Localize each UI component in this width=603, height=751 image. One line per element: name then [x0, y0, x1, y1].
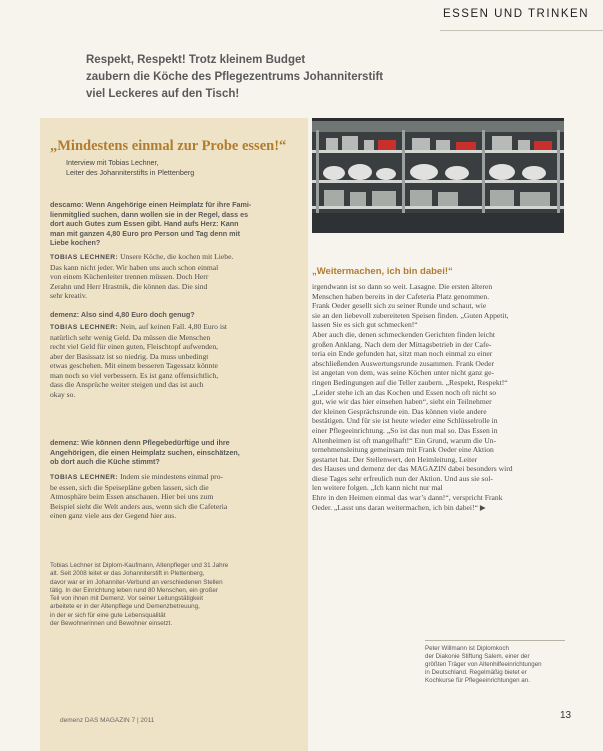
right-column-title: „Weitermachen, ich bin dabei!“ — [312, 266, 453, 277]
kitchen-shelf-photo — [312, 118, 564, 233]
body-line: abschließenden Auswertungsrunde zusammen. Frank Oeder — [312, 358, 494, 368]
bio-line: arbeitete er in der Altenpflege und Demenzbetreuung, — [50, 603, 200, 611]
right-column-body — [312, 282, 562, 512]
section-label: ESSEN UND TRINKEN — [442, 8, 589, 20]
caption-rule — [425, 640, 565, 641]
question-line: man mit ganzen 4,80 Euro pro Person und Tag denn mit — [50, 228, 240, 238]
body-line: großen Anklang. Nach dem der Mittagsbetrieb in der Cafe- — [312, 339, 492, 349]
question-line: lienmitglied suchen, dann wollen sie in der Regel, dass es — [50, 209, 249, 219]
body-line: der kleinen Gesprächsrunde ein. Das können viele andere — [312, 406, 487, 416]
body-line: Ehre in den Heimen einmal das war’s dann!“, verspricht Frank — [312, 493, 503, 503]
body-line: bestätigen. Und für sie ist heute wieder eine Schlüsselrolle in — [312, 416, 498, 426]
body-line: lassen Sie es sich gut schmecken!“ — [312, 320, 418, 330]
bio-note — [50, 562, 305, 628]
body-line: gestartet hat. Der Stellenwert, den Heimleitung, Leiter — [312, 454, 478, 464]
body-line: Menschen haben bereits in der Cafeteria Platz genommen. — [312, 291, 490, 301]
answer-2 — [50, 322, 300, 399]
body-line: len weitere folgen. „Ich kann nicht nur mal — [312, 483, 443, 493]
body-line: Aber auch die, denen schmeckenden Gerichten finden leicht — [312, 329, 496, 339]
question-line: Angehörigen, die einen Heimplatz suchen, einschätzen, — [50, 447, 240, 457]
body-line: ternehmensleitung gemeinsam mit Frank Oeder eine Aktion — [312, 445, 494, 455]
answer-line: natürlich sehr wenig Geld. Da müssen die Menschen — [50, 332, 211, 342]
answer-line: Zerahn und Herr Hrastnik, die können das. Die sind — [50, 281, 208, 291]
answer-line: Beispiel sieht die Welt anders aus, wenn sich die Cafeteria — [50, 501, 228, 511]
caption-line: der Diakonie Stiftung Salem, einer der — [425, 653, 530, 660]
body-line: ringen Bedingungen auf die Teller zaubern. „Respekt, Respekt!“ — [312, 377, 508, 387]
bio-line: Tobias Lechner ist Diplom-Kaufmann, Altenpfleger und 31 Jahre — [50, 562, 229, 569]
bio-line: Teil von ihnen mit Demenz. Vor seiner Leitungstätigkeit — [50, 595, 203, 603]
answer-line: einen ganz viele aus der Gegend hier aus. — [50, 511, 177, 520]
page-number: 13 — [560, 710, 572, 721]
body-line: einer Pflegeeinrichtung. „So ist das nun mal so. Das Essen in — [312, 425, 498, 435]
question-3 — [50, 438, 300, 467]
body-line: sie an den liebevoll zubereiteten Speisen finden. „Guten Appetit, — [312, 310, 509, 320]
answer-line: be essen, sich die Speisepläne geben lassen, sich die — [50, 482, 209, 492]
body-line: „Leider stehe ich an das Kochen und Essen noch oft nicht so — [312, 387, 497, 397]
body-line: gut, wie wir das hier einsehen haben“, sieht ein Teilnehmer — [312, 397, 492, 407]
footer-publication: demenz DAS MAGAZIN 7 | 2011 — [60, 717, 155, 724]
question-line: ob dort auch die Küche stimmt? — [50, 457, 160, 466]
lead-line: zaubern die Köche des Pflegezentrums Johanniterstift — [86, 71, 384, 83]
answer-line: Unsere Köche, die kochen mit Liebe. — [118, 252, 234, 261]
answer-line: Das kann nicht jeder. Wir haben uns auch schon einmal — [50, 262, 219, 272]
question-line: dort auch Gutes zum Essen gibt. Hand aufs Herz: Kann — [50, 219, 239, 228]
body-line: teria ein Ende gefunden hat, sitzt man noch einmal zu einer — [312, 349, 493, 359]
bio-line: in der er sich für eine gute Lebensqualität — [50, 611, 166, 619]
meta-line: Leiter des Johanniterstifts in Plettenberg — [66, 167, 195, 177]
caption-line: in Deutschland. Regelmäßig bietet er — [425, 669, 527, 676]
body-line: irgendwann ist so dann so weit. Lasagne. Die ersten älteren — [312, 282, 493, 291]
body-line: ist angetan von dem, was seine Köchen unter nicht ganz ge- — [312, 368, 494, 378]
answer-line: Indem sie mindestens einmal pro- — [118, 472, 224, 481]
question-line: demenz: Also sind 4,80 Euro doch genug? — [50, 310, 195, 319]
answer-line: aber der Basissatz ist so niedrig. Da muss unbedingt — [50, 351, 209, 361]
speaker-name: TOBIAS LECHNER: — [50, 474, 119, 481]
question-line: demenz: Wie können denn Pflegebedürftige und ihre — [50, 438, 230, 447]
photo-caption — [425, 645, 565, 685]
answer-3 — [50, 472, 300, 521]
caption-line: Kochkurse für Pflegeeinrichtungen an. — [425, 677, 530, 684]
answer-line: Nein, auf keinen Fall. 4,80 Euro ist — [118, 322, 228, 331]
answer-line: dass die Ansprüche weiter steigen und das ist auch — [50, 380, 204, 389]
meta-line: Interview mit Tobias Lechner, — [66, 158, 159, 167]
caption-line: Peter Willmann ist Diplomkoch — [425, 645, 509, 652]
answer-line: etwas geschehen. Mit einem besseren Tagessatz könnte — [50, 361, 218, 370]
body-line: Oeder. „Lasst uns daran weitermachen, ich bin dabei!“ ▶ — [312, 502, 486, 512]
bio-line: davor war er im Johanniter-Verbund an verschiedenen Stellen — [50, 578, 223, 586]
kitchen-shelf-image — [312, 118, 564, 233]
header-rule — [440, 30, 603, 31]
question-2 — [50, 310, 300, 320]
bio-line: der Bewohnerinnen und Bewohner einsetzt. — [50, 620, 173, 628]
answer-line: recht viel Geld für einen guten, Fleischtopf aufwenden, — [50, 342, 219, 351]
lead-paragraph — [86, 52, 416, 103]
body-line: diese Tages sehr erfreulich nun der Aktion. Und aus sie sol- — [312, 473, 493, 483]
answer-1 — [50, 252, 300, 301]
answer-line: man noch so viel verbessern. Es ist ganz offensichtlich, — [50, 370, 219, 380]
answer-line: sehr kreativ. — [50, 291, 88, 300]
question-line: descamo: Wenn Angehörige einen Heimplatz für ihre Fami- — [50, 200, 252, 209]
answer-line: Atmosphäre beim Essen anschauen. Hier bei uns zum — [50, 492, 214, 501]
interview-meta — [66, 158, 301, 177]
bio-line: alt. Seit 2008 leitet er das Johanniterstift in Plettenberg, — [50, 570, 205, 578]
lead-line: Respekt, Respekt! Trotz kleinem Budget — [86, 54, 306, 66]
caption-line: größten Träger von Altenhilfeeinrichtungen — [425, 661, 542, 668]
answer-line: okay so. — [50, 389, 76, 399]
speaker-name: TOBIAS LECHNER: — [50, 254, 119, 261]
interview-title: „Mindestens einmal zur Probe essen!“ — [50, 138, 287, 154]
lead-line: viel Leckeres auf den Tisch! — [86, 88, 240, 100]
bio-line: tätig. In der Einrichtung leben rund 80 Menschen, ein großer — [50, 586, 219, 594]
body-line: Altenheimen ist oft mangelhaft!“ Ein Grund, warum die Un- — [312, 435, 497, 445]
question-line: Liebe kochen? — [50, 238, 101, 247]
body-line: des Hauses und demenz der das MAGAZIN dabei besonders wird — [312, 464, 513, 474]
body-line: Frank Oeder gesellt sich zu seiner Runde und schaut, wie — [312, 301, 487, 311]
speaker-name: TOBIAS LECHNER: — [50, 324, 119, 331]
question-1 — [50, 200, 300, 248]
answer-line: von einem Küchenleiter trennen müssen. Doch Herr — [50, 272, 209, 281]
